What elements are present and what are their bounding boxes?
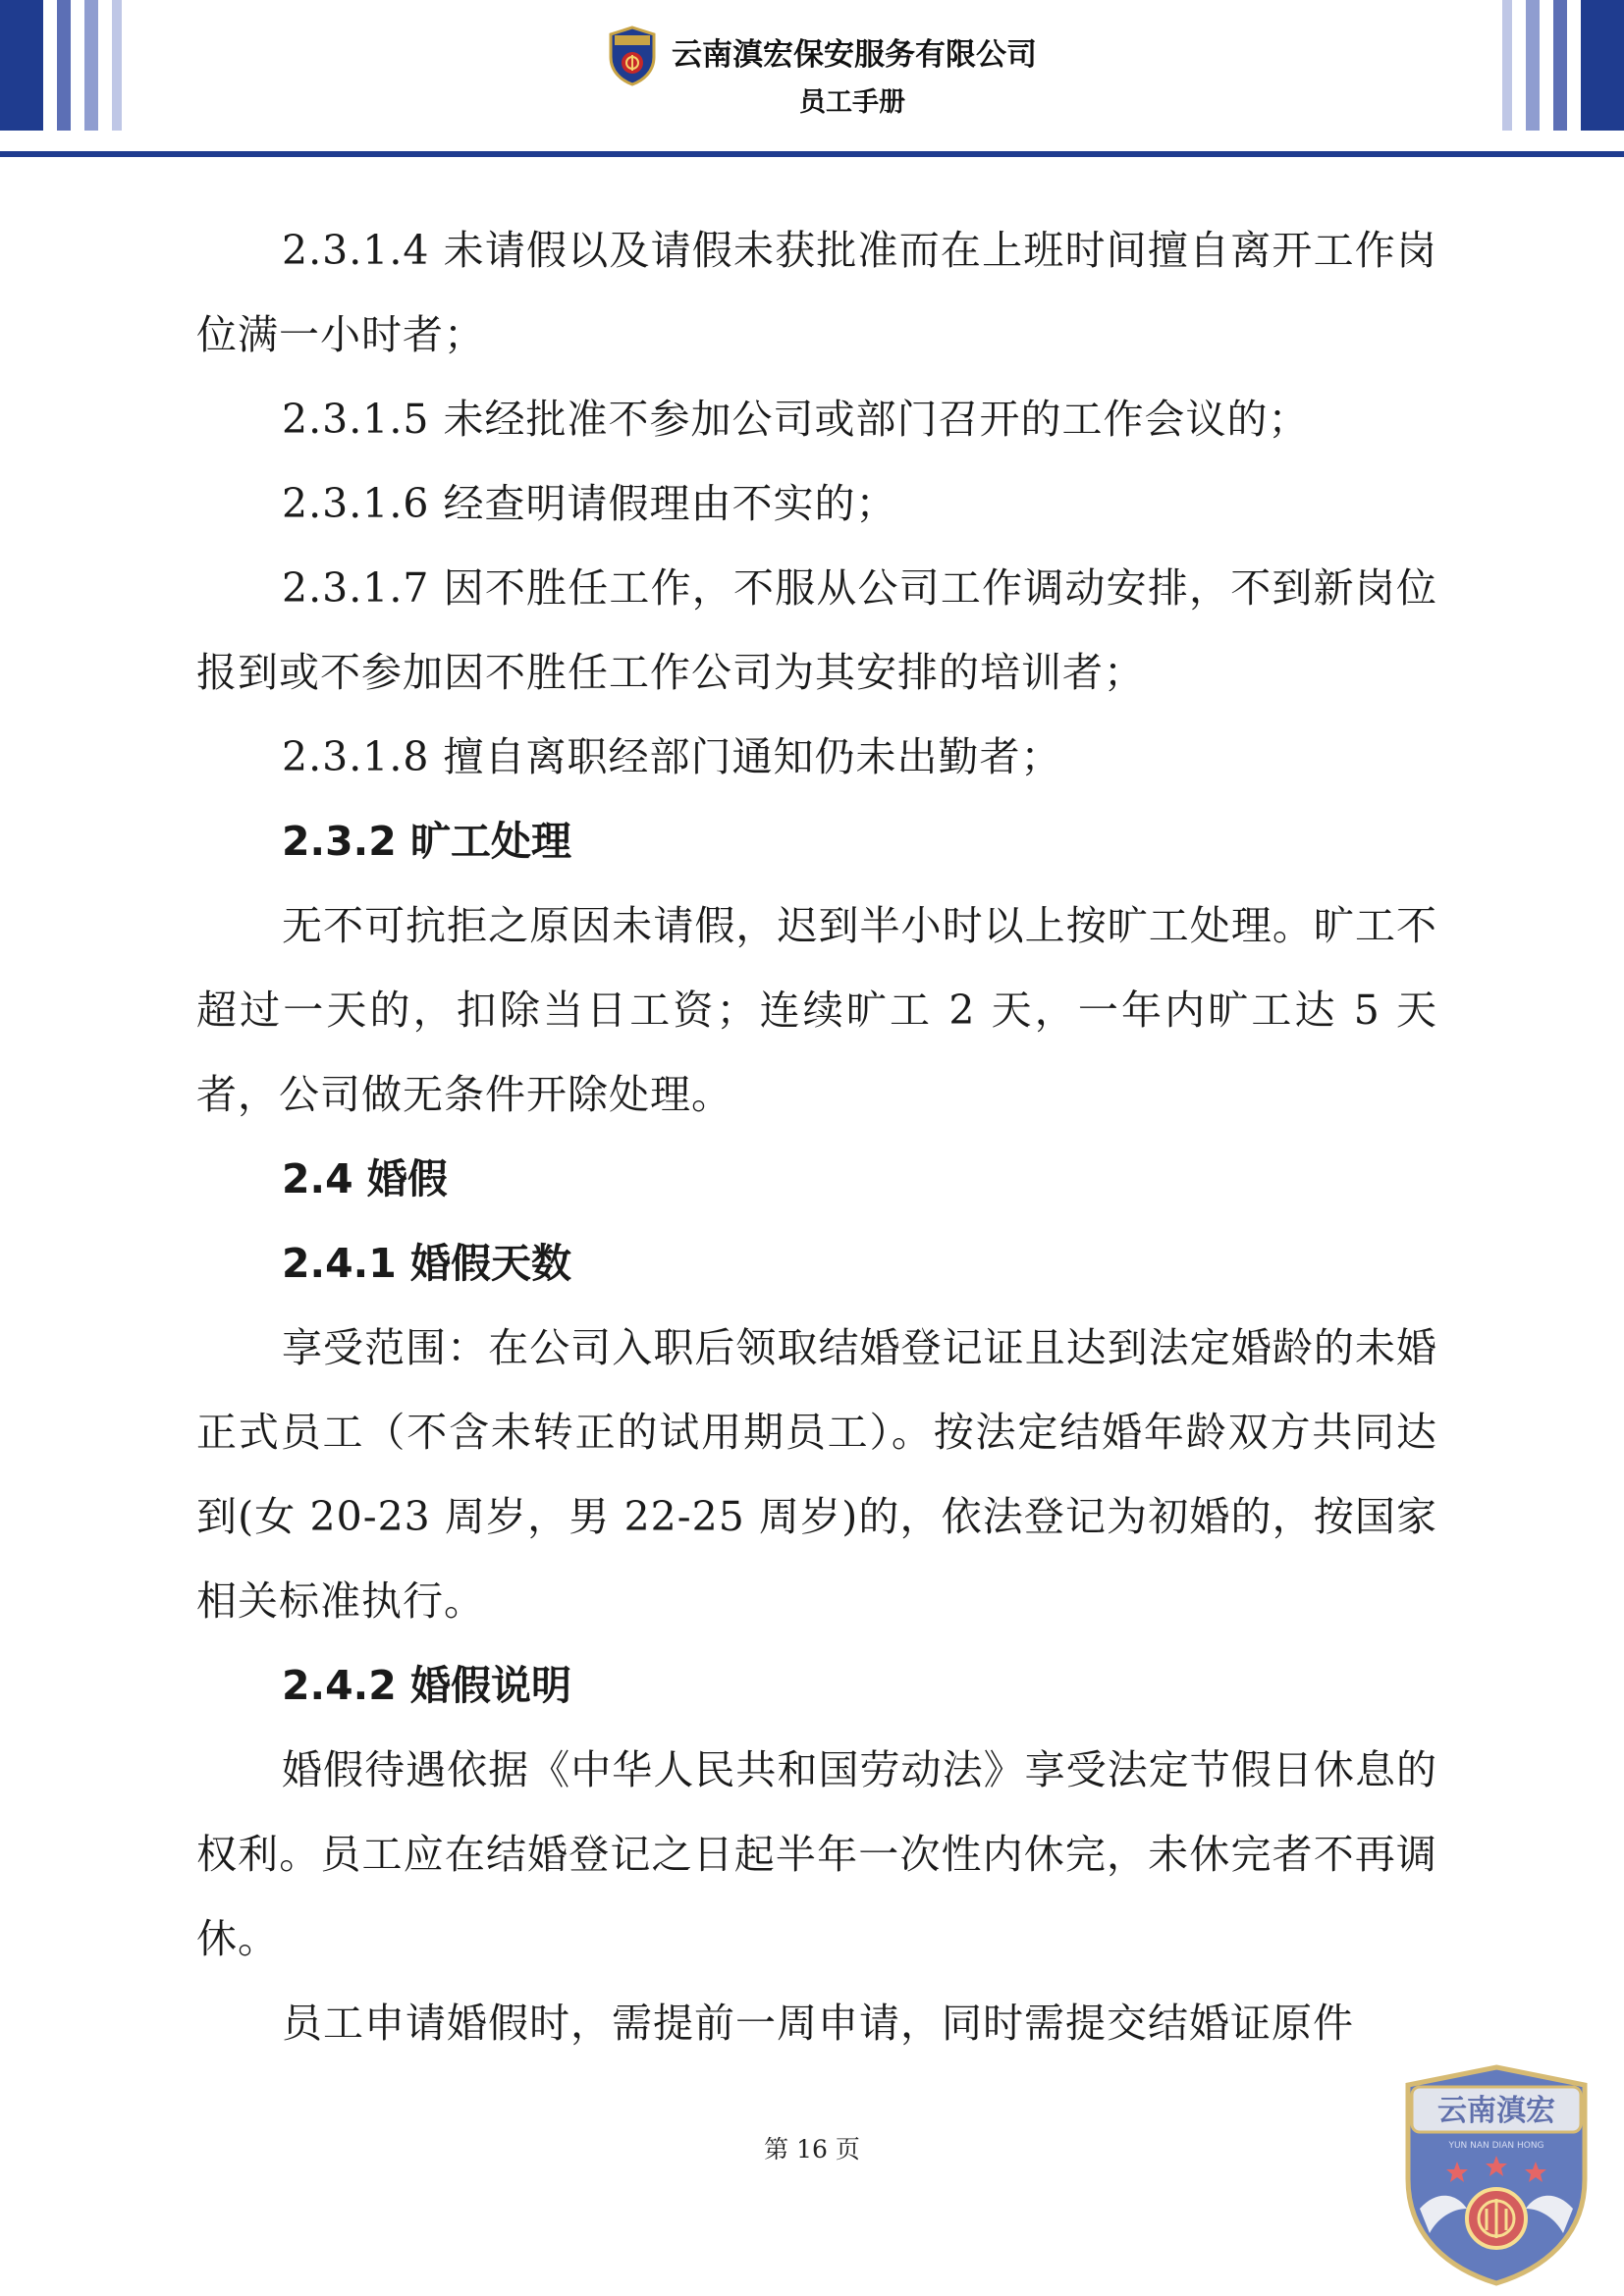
marriage-leave-application-paragraph: 员工申请婚假时，需提前一周申请，同时需提交结婚证原件 xyxy=(282,2000,1354,2047)
clause-2-3-1-4: 2.3.1.4 未请假以及请假未获批准而在上班时间擅自离开工作岗位满一小时者； xyxy=(196,227,1437,358)
header-decor-bars-left xyxy=(0,0,135,131)
security-shield-badge-icon xyxy=(607,26,658,86)
section-heading-2-3-2: 2.3.2 旷工处理 xyxy=(282,818,572,865)
section-heading-2-4-1: 2.4.1 婚假天数 xyxy=(282,1240,572,1287)
clause-2-3-1-7: 2.3.1.7 因不胜任工作，不服从公司工作调动安排，不到新岗位报到或不参加因不胜任工作公司为其安排的培训者； xyxy=(196,564,1437,696)
clause-2-3-1-8: 2.3.1.8 擅自离职经部门通知仍未出勤者； xyxy=(282,733,1062,780)
decor-bar xyxy=(1502,0,1512,131)
company-name: 云南滇宏保安服务有限公司 xyxy=(672,37,1037,73)
decor-bar xyxy=(1581,0,1624,131)
marriage-leave-note-paragraph: 婚假待遇依据《中华人民共和国劳动法》享受法定节假日休息的权利。员工应在结婚登记之日起半年一次性内休完，未休完者不再调休。 xyxy=(196,1746,1437,1962)
decor-bar xyxy=(0,0,43,131)
document-body xyxy=(196,208,1437,2065)
company-logo-watermark-icon xyxy=(1398,2061,1595,2287)
header-rule xyxy=(0,151,1624,157)
section-heading-2-4: 2.4 婚假 xyxy=(282,1155,448,1202)
svg-text:云南滇宏: 云南滇宏 xyxy=(1437,2094,1555,2128)
absenteeism-rule-paragraph: 无不可抗拒之原因未请假，迟到半小时以上按旷工处理。旷工不超过一天的，扣除当日工资；连续旷工 2 天，一年内旷工达 5 天者，公司做无条件开除处理。 xyxy=(196,902,1437,1118)
document-title: 员工手册 xyxy=(799,87,905,118)
clause-2-3-1-6: 2.3.1.6 经查明请假理由不实的； xyxy=(282,480,897,527)
decor-bar xyxy=(57,0,71,131)
decor-bar xyxy=(112,0,122,131)
decor-bar xyxy=(1526,0,1540,131)
decor-bar xyxy=(1553,0,1567,131)
svg-text:YUN NAN DIAN HONG: YUN NAN DIAN HONG xyxy=(1448,2141,1544,2151)
marriage-leave-scope-paragraph: 享受范围：在公司入职后领取结婚登记证且达到法定婚龄的未婚正式员工（不含未转正的试用期员工）。按法定结婚年龄双方共同达到(女 20-23 周岁，男 22-25 周岁)的，依法登记为初婚的，按国家相关标准执行。 xyxy=(196,1324,1437,1625)
header-title-block xyxy=(607,22,1037,130)
page-number: 第 16 页 xyxy=(764,2135,860,2163)
section-heading-2-4-2: 2.4.2 婚假说明 xyxy=(282,1662,572,1709)
clause-2-3-1-5: 2.3.1.5 未经批准不参加公司或部门召开的工作会议的； xyxy=(282,396,1310,443)
header-decor-bars-right xyxy=(1489,0,1624,131)
page-header xyxy=(0,0,1624,172)
decor-bar xyxy=(84,0,98,131)
